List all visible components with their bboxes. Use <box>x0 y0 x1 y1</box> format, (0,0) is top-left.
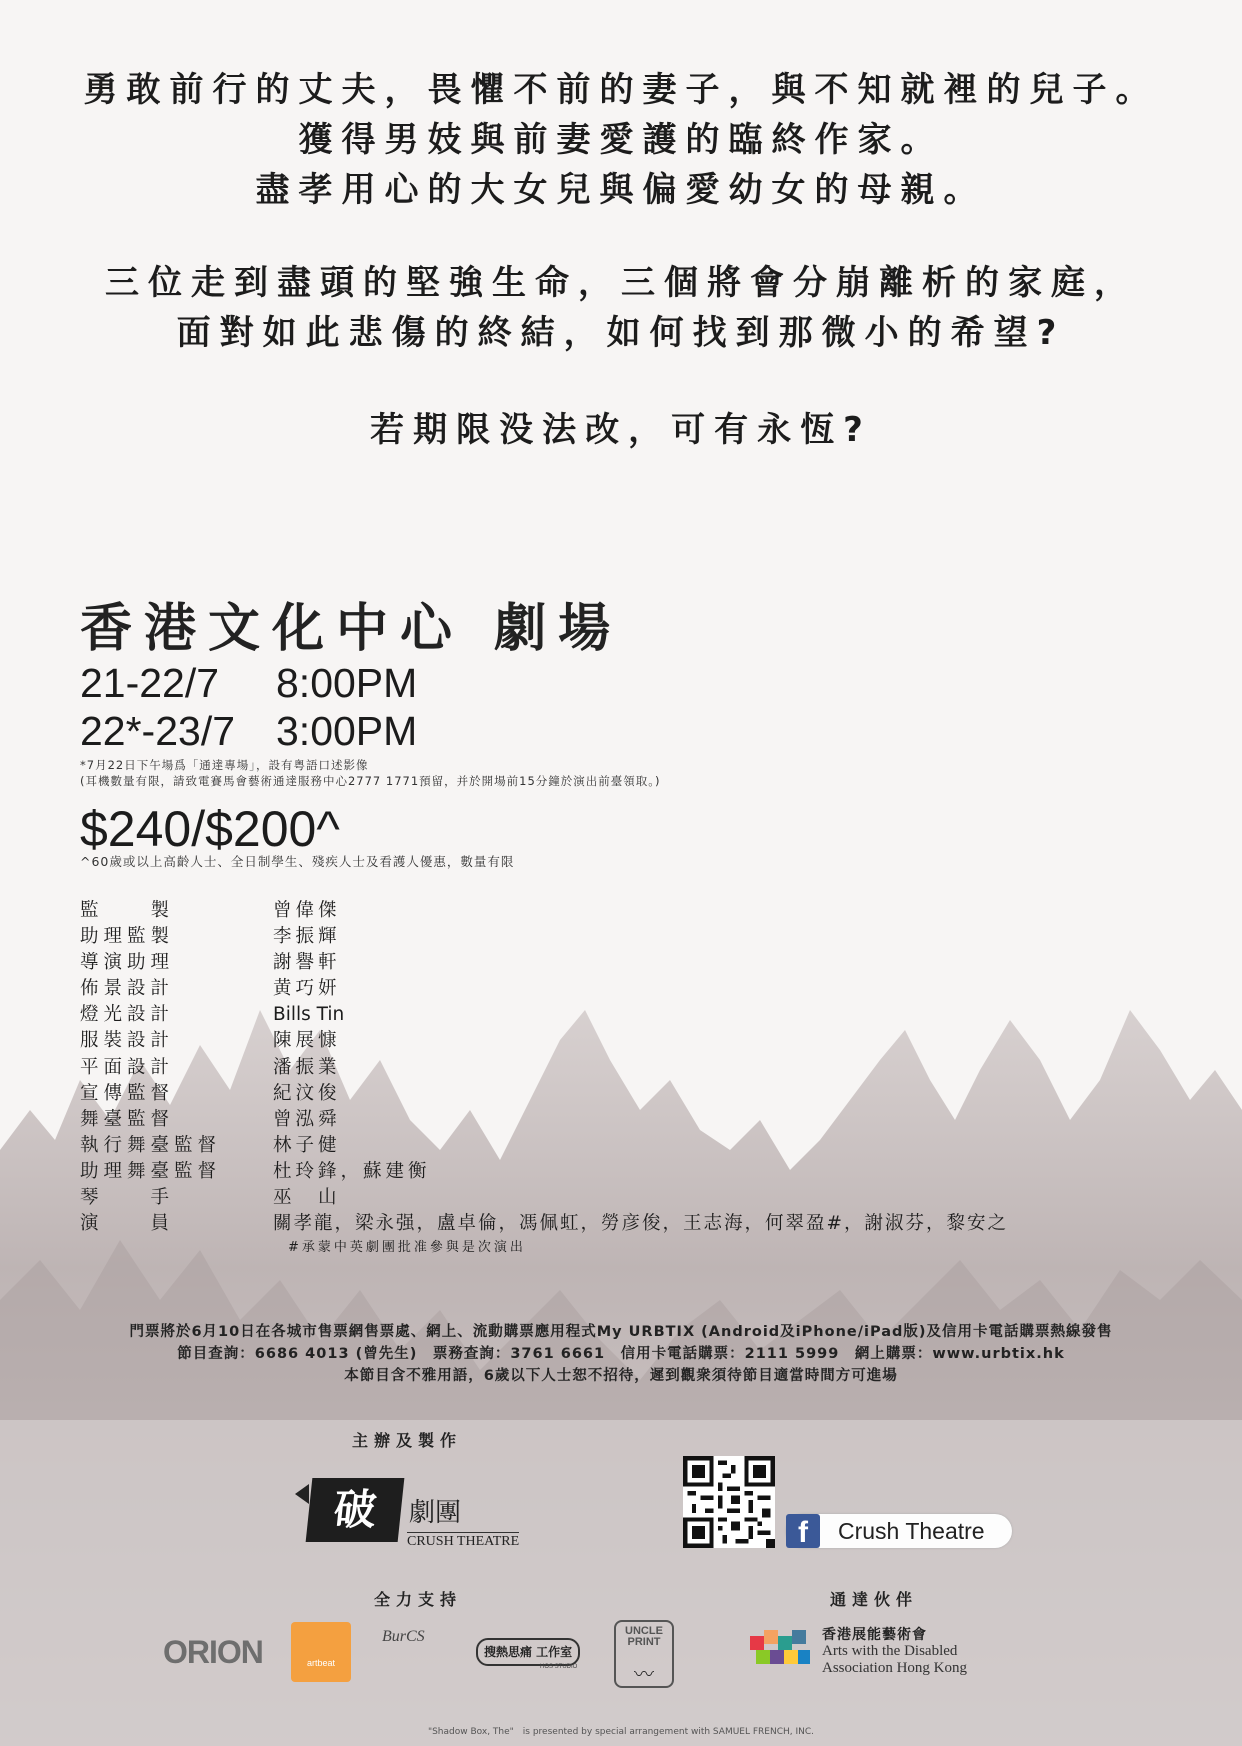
intro-line-3: 盡孝用心的大女兒與偏愛幼女的母親。 <box>255 170 987 210</box>
logo-chinese-name: 劇團 <box>409 1498 462 1528</box>
credit-row <box>80 924 1008 950</box>
partner-name-cn: 香港展能藝術會 <box>822 1627 927 1643</box>
credit-row <box>80 1159 1008 1185</box>
credit-row <box>80 1002 1008 1028</box>
intro-line-6: 若期限没法改，可有永恆? <box>370 410 872 450</box>
credit-row <box>80 976 1008 1002</box>
credit-row <box>80 950 1008 976</box>
intro-line-1: 勇敢前行的丈夫，畏懼不前的妻子，與不知就裡的兒子。 <box>83 70 1159 110</box>
credit-row <box>80 1028 1008 1054</box>
logo-mark: 破 <box>306 1478 405 1542</box>
logo-arrow-icon <box>295 1484 309 1504</box>
credit-name: 李振輝 <box>273 926 341 948</box>
facebook-page-name: Crush Theatre <box>838 1518 985 1544</box>
rights-note: "Shadow Box, The" is presented by special arrangement with SAMUEL FRENCH, INC. <box>427 1727 815 1737</box>
credit-name: 曾泓舜 <box>273 1108 341 1130</box>
puzzle-logo-icon <box>746 1626 814 1676</box>
hos-studio-logo-en: HOS STUDIO <box>540 1664 578 1670</box>
audio-description-note: *7月22日下午場爲「通達專場」，設有粤語口述影像 <box>80 758 369 772</box>
ticket-price: $240/$200^ <box>80 801 340 857</box>
uncle-print-logo <box>614 1620 674 1688</box>
credit-name: 關孝龍，梁永强，盧卓倫，馮佩虹，勞彦俊，王志海，何翠盈#，謝淑芬，黎安之 <box>273 1213 1009 1235</box>
showtime-1 <box>80 660 417 707</box>
orion-logo: ORION <box>163 1634 263 1670</box>
showtime-2-date: 22*-23/7 <box>80 708 236 754</box>
credit-role: 宣傳監督 <box>80 1082 175 1104</box>
qr-code[interactable] <box>682 1456 776 1548</box>
artbeat-logo-text: artbeat <box>306 1658 336 1668</box>
intro-line-4: 三位走到盡頭的堅強生命，三個將會分崩離析的家庭， <box>105 263 1137 303</box>
hos-studio-logo: 搜熱思痛 工作室 <box>476 1638 580 1666</box>
support-label: 全力支持 <box>374 1590 463 1609</box>
crush-theatre-logo <box>295 1478 535 1558</box>
credit-role: 助理監製 <box>80 926 175 948</box>
credit-name: 謝譽軒 <box>273 952 341 974</box>
credit-role: 佈景設計 <box>80 978 175 1000</box>
price-concession-note: ^60歲或以上高齡人士、全日制學生、殘疾人士及看護人優惠，數量有限 <box>80 854 515 869</box>
showtime-1-date: 21-22/7 <box>80 660 220 706</box>
credit-name: 黄巧妍 <box>273 978 341 1000</box>
credits-note: #承蒙中英劇團批准參與是次演出 <box>288 1240 526 1256</box>
enquiry-info: 節目查詢：6686 4013 (曾先生) 票務查詢：3761 6661 信用卡電話購票：2111 5999 網上購票：www.urbtix.hk <box>177 1346 1065 1362</box>
partner-label: 通達伙伴 <box>830 1590 919 1609</box>
credit-row <box>80 1107 1008 1133</box>
credit-role: 助理舞臺監督 <box>80 1160 222 1182</box>
credit-role: 服裝設計 <box>80 1030 175 1052</box>
artbeat-logo <box>291 1622 351 1682</box>
intro-line-5: 面對如此悲傷的終結，如何找到那微小的希望? <box>176 313 1066 353</box>
credit-row <box>80 898 1008 924</box>
credit-name: 紀汶俊 <box>273 1082 341 1104</box>
mustache-icon: 〰 <box>634 1662 654 1686</box>
venue-title: 香港文化中心 劇場 <box>80 599 623 659</box>
burcs-logo: BurCS <box>382 1628 425 1645</box>
intro-line-2: 獲得男妓與前妻愛護的臨終作家。 <box>298 120 944 160</box>
credit-row <box>80 1133 1008 1159</box>
credit-name: 巫 山 <box>273 1187 341 1209</box>
credit-name: 曾偉傑 <box>273 900 341 921</box>
credit-name: 潘振業 <box>273 1056 341 1078</box>
credit-row <box>80 1055 1008 1081</box>
credit-role: 導演助理 <box>80 952 175 974</box>
credit-row <box>80 1211 1008 1237</box>
uncle-print-logo-text: UNCLE PRINT <box>625 1625 663 1648</box>
credit-role: 監 製 <box>80 900 175 921</box>
credit-role: 平面設計 <box>80 1056 175 1078</box>
credits-list <box>80 898 1008 1259</box>
credit-row <box>80 1185 1008 1211</box>
admission-note: 本節目含不雅用語，6歲以下人士恕不招待，遲到觀衆須待節目適當時間方可進場 <box>344 1368 898 1384</box>
credit-role: 舞臺監督 <box>80 1108 175 1130</box>
organizer-label: 主辦及製作 <box>352 1431 463 1450</box>
credit-role: 琴 手 <box>80 1187 175 1209</box>
showtime-1-time: 8:00PM <box>276 660 418 706</box>
logo-english-name: CRUSH THEATRE <box>407 1534 520 1549</box>
showtime-2-time: 3:00PM <box>276 708 418 754</box>
facebook-link[interactable] <box>786 1514 1012 1548</box>
credit-name: 陳展慷 <box>273 1030 341 1052</box>
credit-role: 演 員 <box>80 1213 175 1235</box>
partner-name-en-2: Association Hong Kong <box>822 1660 967 1676</box>
credit-row <box>80 1081 1008 1107</box>
showtime-2 <box>80 708 417 755</box>
credit-name: 林子健 <box>273 1134 341 1156</box>
credit-role: 燈光設計 <box>80 1004 175 1026</box>
facebook-icon: f <box>786 1514 820 1548</box>
ticket-sale-info: 門票將於6月10日在各城市售票網售票處、網上、流動購票應用程式My URBTIX (Android及iPhone/iPad版)及信用卡電話購票熱線發售 <box>129 1324 1113 1340</box>
credit-role: 執行舞臺監督 <box>80 1134 222 1156</box>
partner-name-en-1: Arts with the Disabled <box>822 1643 958 1659</box>
credit-name: Bills Tin <box>273 1004 345 1026</box>
headset-note: (耳機數量有限，請致電賽馬會藝術通達服務中心2777 1771預留，并於開場前15分鐘於演出前臺領取。) <box>80 774 661 788</box>
credit-name: 杜玲鋒，蘇建衡 <box>273 1160 431 1182</box>
